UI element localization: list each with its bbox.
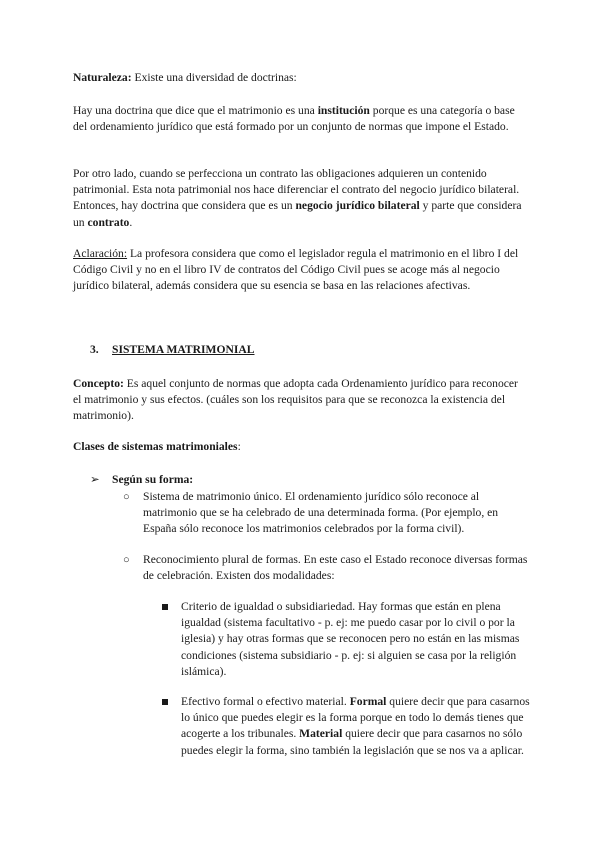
para1-text-2: porque es una categoría o base del ordenamiento jurídico que está formado por un conjunto de normas que impone el Estado. [73, 104, 515, 134]
aclaracion-text: La profesora considera que como el legislador regula el matrimonio en el libro I del Código Civil y no en el libro IV de contratos del Código Civil pues se acoge más al negocio jurídico bilateral, además considera que su esencia se basa en las relaciones afectivas. [73, 247, 519, 293]
matrimonio-unico-item [143, 489, 533, 538]
para2-text-2: y parte que considera un [73, 199, 522, 229]
naturaleza-label: Naturaleza: [73, 71, 132, 84]
section-number: 3. [90, 343, 99, 356]
institucion-paragraph [73, 103, 528, 135]
concepto-text: Es aquel conjunto de normas que adopta cada Ordenamiento jurídico para reconocer el matrimonio y sus efectos. (cuáles son los requisitos para que se reconozca la existencia del matrimonio). [73, 377, 518, 423]
arrow-bullet-icon: ➢ [90, 473, 100, 486]
circle-bullet-icon: ○ [123, 491, 130, 503]
para1-text-1: Hay una doctrina que dice que el matrimonio es una [73, 104, 318, 117]
efectivo-text-3: quiere decir que para casarnos no sólo puedes elegir la forma, sino también la legislación que se nos va a aplicar. [181, 727, 524, 757]
plural-formas-item [143, 552, 533, 584]
formal-term: Formal [349, 695, 387, 708]
efectivo-formal-item [181, 694, 533, 759]
aclaracion-label: Aclaración: [73, 247, 128, 260]
material-term: Material [299, 727, 343, 741]
matrimonio-unico-text: Sistema de matrimonio único. El ordenamiento jurídico sólo reconoce al matrimonio que se ha celebrado de una determinada forma. (Por ejemplo, en España sólo reconoce los matrimonios celebrados por la forma civil). [143, 490, 499, 536]
naturaleza-paragraph [73, 70, 528, 86]
efectivo-text-2: quiere decir que para casarnos lo único que puedes elegir es la forma porque en todo lo demás tienes que acogerte a los tribunales. [181, 695, 530, 741]
plural-formas-text: Reconocimiento plural de formas. En este caso el Estado reconoce diversas formas de celebración. Existen dos modalidades: [143, 553, 528, 583]
naturaleza-text: Existe una diversidad de doctrinas: [131, 71, 297, 84]
segun-forma-item [90, 472, 193, 488]
clases-heading [73, 439, 528, 455]
square-bullet-icon [162, 604, 168, 610]
negocio-juridico-term: negocio jurídico bilateral [295, 199, 420, 213]
criterio-igualdad-text: Criterio de igualdad o subsidiariedad. Hay formas que están en plena igualdad (sistema facultativo - p. ej: me puedo casar por lo civil o por la iglesia) y hay otras formas que se reconocen pero no están en las mismas condiciones (sistema subsidiario - p. ej: si alguien se casa por la religión islámica). [181, 600, 520, 678]
section-heading [90, 342, 254, 358]
aclaracion-paragraph [73, 246, 528, 295]
criterio-igualdad-item [181, 599, 533, 680]
clases-colon: : [237, 440, 241, 453]
concepto-paragraph [73, 376, 528, 425]
clases-label: Clases de sistemas matrimoniales [73, 440, 238, 453]
section-title: SISTEMA MATRIMONIAL [112, 343, 255, 356]
efectivo-text-1: Efectivo formal o efectivo material. [181, 695, 350, 708]
circle-bullet-icon: ○ [123, 554, 130, 566]
square-bullet-icon [162, 699, 168, 705]
contrato-term: contrato [87, 215, 130, 229]
concepto-label: Concepto: [73, 377, 124, 390]
contrato-paragraph [73, 166, 528, 231]
segun-forma-label: Según su forma: [112, 473, 194, 486]
institucion-term: institución [317, 104, 370, 117]
para2-text-1: Por otro lado, cuando se perfecciona un contrato las obligaciones adquieren un contenido patrimonial. Esta nota patrimonial nos hace diferenciar el contrato del negocio jurídico bilateral. Entonces, hay doctrina que considera que es un [73, 167, 520, 213]
para2-text-3: . [129, 215, 133, 229]
